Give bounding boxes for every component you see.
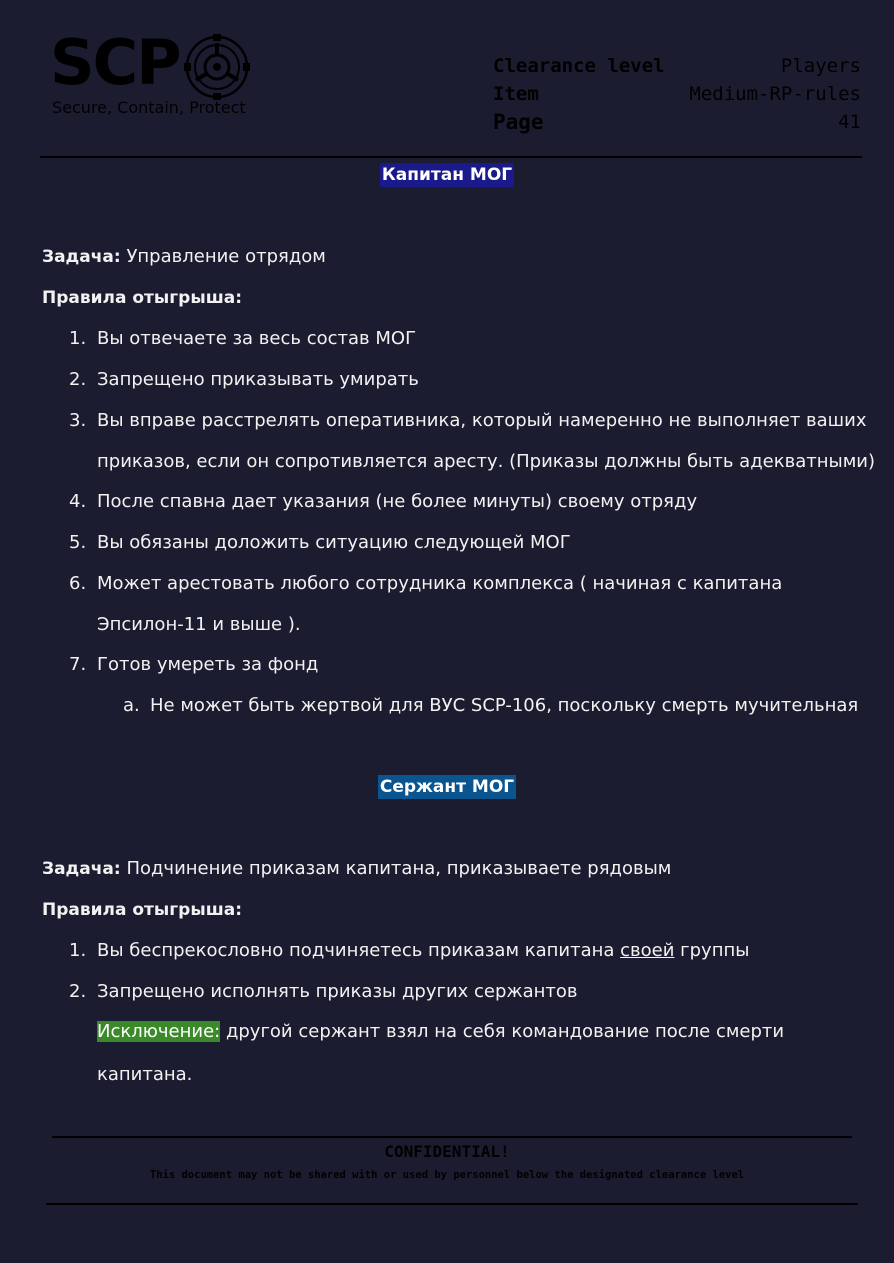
- captain-rule-4: После спавна дает указания (не более минуты) своему отряду: [97, 491, 698, 512]
- captain-task: [42, 246, 326, 267]
- captain-rule-6-num: 6.: [69, 573, 87, 594]
- scp-emblem-icon: [184, 34, 250, 100]
- captain-rule-2: Запрещено приказывать умирать: [97, 369, 419, 390]
- sergeant-rule-1: [97, 940, 749, 961]
- logo-text: SCP: [50, 26, 180, 99]
- section-title-sergeant-text: Сержант МОГ: [379, 777, 515, 797]
- captain-task-label: Задача:: [42, 247, 121, 267]
- captain-rule-1: Вы отвечаете за весь состав МОГ: [97, 328, 417, 349]
- captain-subrule-num: a.: [123, 695, 140, 716]
- meta-item-key: Item: [493, 83, 539, 105]
- captain-rule-3-num: 3.: [69, 410, 87, 431]
- captain-task-text: Управление отрядом: [126, 246, 326, 267]
- captain-subrule: Не может быть жертвой для ВУС SCP-106, поскольку смерть мучительная: [150, 695, 859, 716]
- section-title-captain: [0, 163, 894, 187]
- exception-label: Исключение:: [97, 1021, 221, 1042]
- sergeant-task-label: Задача:: [42, 859, 121, 879]
- captain-rule-6-line-1: Может арестовать любого сотрудника комплекса ( начиная с капитана: [97, 573, 783, 594]
- confidential-note: This document may not be shared with or used by personnel below the designated clearance level: [149, 1169, 745, 1181]
- captain-rule-5-num: 5.: [69, 532, 87, 553]
- captain-rule-7-num: 7.: [69, 654, 87, 675]
- sergeant-rule-1-num: 1.: [69, 940, 87, 961]
- meta-page-key: Page: [493, 110, 544, 134]
- sergeant-rules-label: Правила отыгрыша:: [42, 900, 243, 920]
- meta-item-value: Medium-RP-rules: [689, 83, 861, 105]
- exception-text: другой сержант взял на себя командование после смерти: [220, 1021, 785, 1042]
- captain-rule-5: Вы обязаны доложить ситуацию следующей МОГ: [97, 532, 571, 553]
- section-title-captain-text: Капитан МОГ: [381, 165, 513, 185]
- sergeant-task-text: Подчинение приказам капитана, приказываете рядовым: [126, 858, 672, 879]
- captain-rules-label: Правила отыгрыша:: [42, 288, 243, 308]
- sergeant-rule-1-before: Вы беспрекословно подчиняетесь приказам капитана: [97, 940, 621, 961]
- footer-divider-bottom: [46, 1203, 858, 1205]
- document-meta: [493, 52, 861, 136]
- scp-logo: [50, 26, 260, 122]
- sergeant-task: [42, 858, 671, 879]
- footer-divider-top: [52, 1136, 852, 1138]
- sergeant-exception: [97, 1021, 784, 1042]
- meta-clearance-row: [493, 52, 861, 80]
- captain-rule-3-line-2: приказов, если он сопротивляется аресту. (Приказы должны быть адекватными): [97, 451, 876, 472]
- captain-rule-3-line-1: Вы вправе расстрелять оперативника, который намеренно не выполняет ваших: [97, 410, 867, 431]
- section-title-sergeant: [0, 775, 894, 799]
- sergeant-rule-2-num: 2.: [69, 981, 87, 1002]
- logo-tagline: Secure, Contain, Protect: [52, 98, 246, 117]
- meta-item-row: [493, 80, 861, 108]
- sergeant-rule-2: Запрещено исполнять приказы других сержантов: [97, 981, 578, 1002]
- captain-rule-7: Готов умереть за фонд: [97, 654, 319, 675]
- captain-rule-4-num: 4.: [69, 491, 87, 512]
- meta-clearance-key: Clearance level: [493, 55, 665, 77]
- meta-page-value: 41: [838, 111, 861, 133]
- sergeant-rule-1-after: группы: [674, 940, 750, 961]
- captain-rule-6-line-2: Эпсилон-11 и выше ).: [97, 614, 301, 635]
- meta-clearance-value: Players: [780, 55, 861, 77]
- meta-page-row: [493, 108, 861, 136]
- sergeant-rule-1-underlined: своей: [620, 940, 675, 961]
- header-divider: [40, 156, 862, 158]
- sergeant-exception-line-2: капитана.: [97, 1064, 193, 1085]
- captain-rule-2-num: 2.: [69, 369, 87, 390]
- confidential-title: CONFIDENTIAL!: [384, 1142, 510, 1161]
- captain-rule-1-num: 1.: [69, 328, 87, 349]
